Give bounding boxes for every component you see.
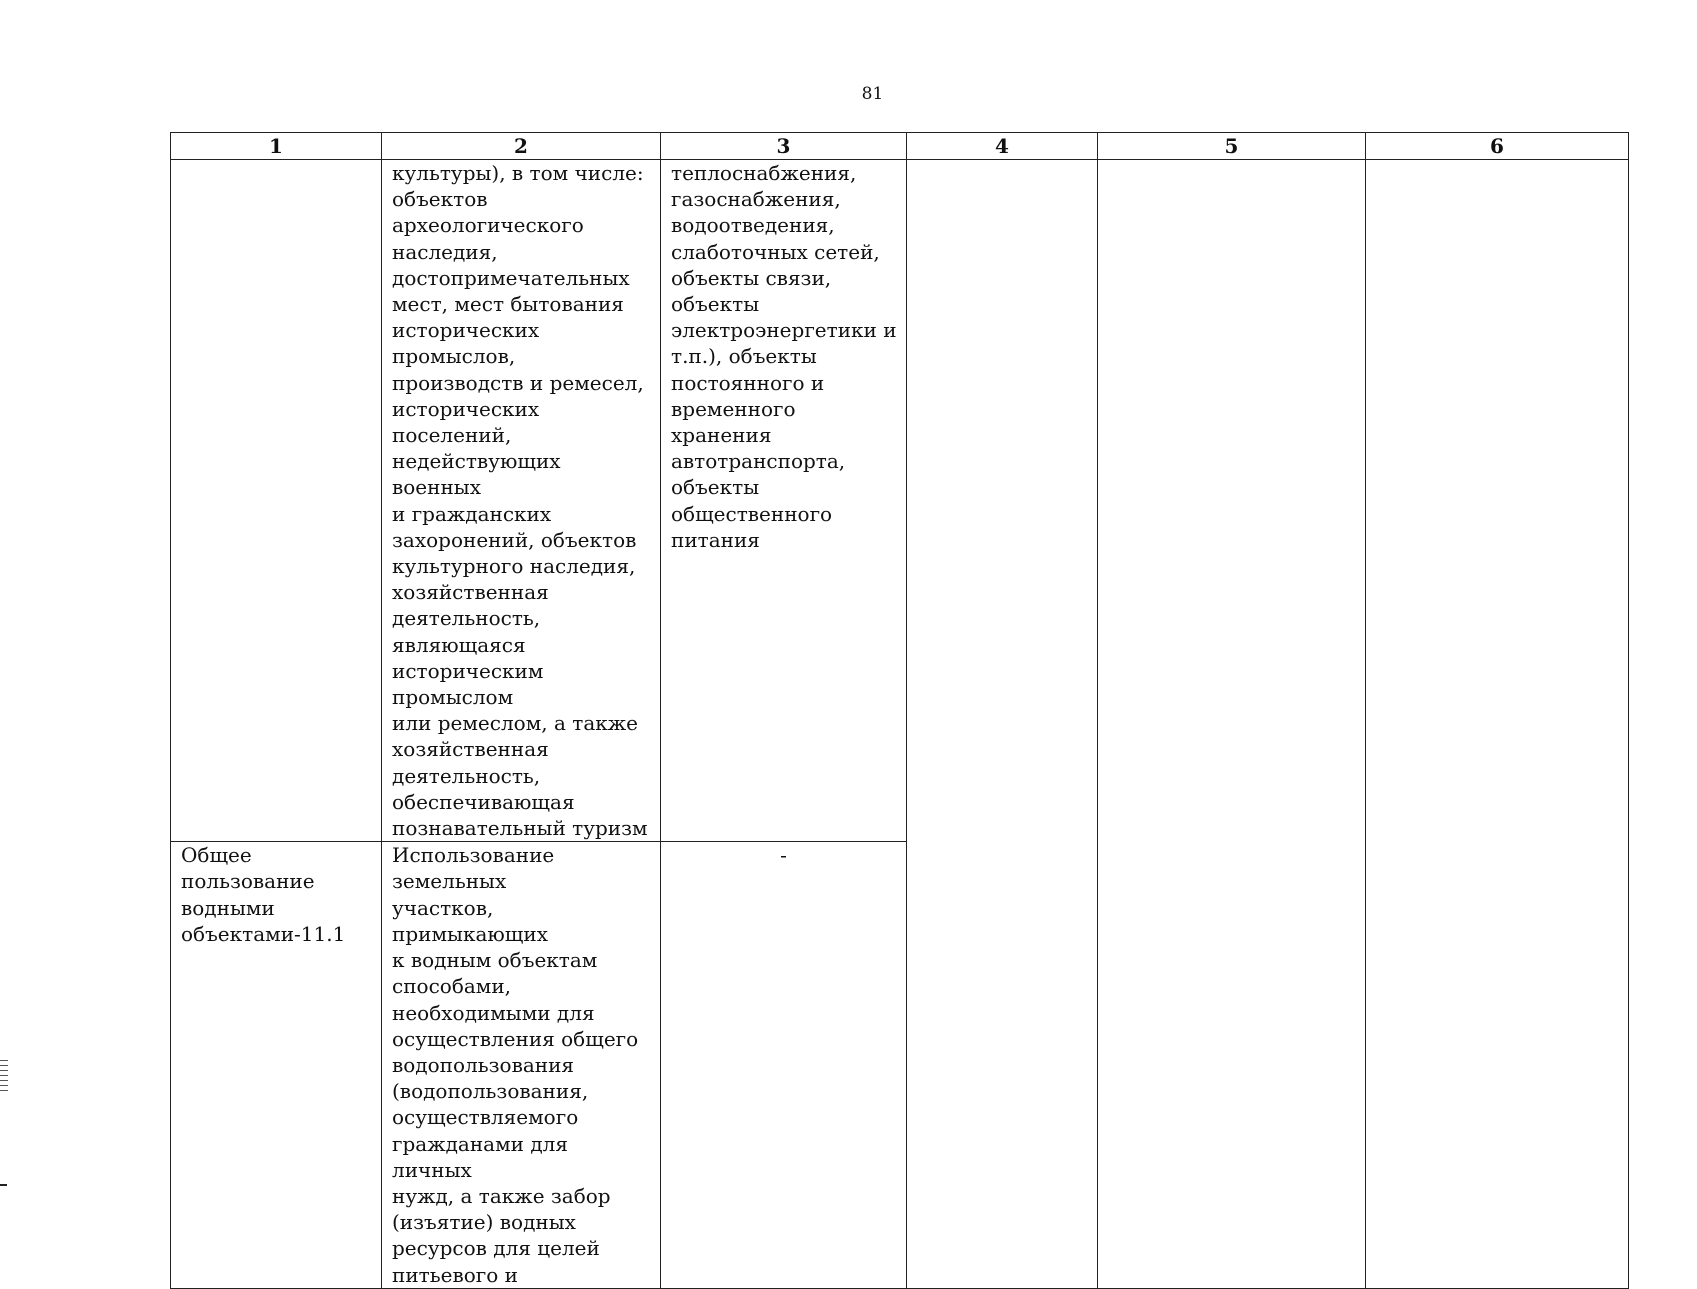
column-header-2: 2 [382,133,661,160]
cell-col6 [1366,160,1629,1289]
land-use-table [170,132,1629,1289]
column-header-1: 1 [171,133,382,160]
cell-row2-col3 [661,842,907,1288]
column-header-5: 5 [1098,133,1366,160]
column-header-6: 6 [1366,133,1629,160]
column-header-4: 4 [907,133,1098,160]
cell-row1-col1 [171,160,382,842]
header-row [171,133,1629,160]
cell-text: теплоснабжения, газоснабжения, водоотведения, слаботочных сетей, объекты связи, объекты электроэнергетики и т.п.), объекты постоянного и временного хранения автотранспорта, объекты общественного питания [671,161,897,552]
scan-edge-mark [0,1184,7,1186]
column-header-3: 3 [661,133,907,160]
cell-row2-col1 [171,842,382,1288]
page-number: 81 [861,84,884,104]
cell-col5 [1098,160,1366,1289]
cell-row1-col2 [382,160,661,842]
cell-text: - [780,843,787,868]
cell-text: Использование земельных участков, примыкающих к водным объектам способами, необходимыми для осуществления общего водопользования (водопользования, осуществляемого гражданами для личных нужд, а также забор (изъятие) водных ресурсов для целей питьевого и [392,843,639,1287]
scan-edge-marks [0,1060,8,1095]
cell-text: Общее пользование водными объектами-11.1 [181,843,346,946]
cell-col4 [907,160,1098,1289]
table-row [171,160,1629,842]
cell-text: культуры), в том числе: объектов археологического наследия, достопримечательных мест, мест бытования исторических промыслов, производств и ремесел, исторических поселений, недействующих военных и гражданских захоронений, объектов культурного наследия, хозяйственная деятельность, являющаяся историческим промыслом или ремеслом, а также хозяйственная деятельность, обеспечивающая познавательный туризм [392,161,648,841]
cell-row2-col2 [382,842,661,1288]
cell-row1-col3 [661,160,907,842]
